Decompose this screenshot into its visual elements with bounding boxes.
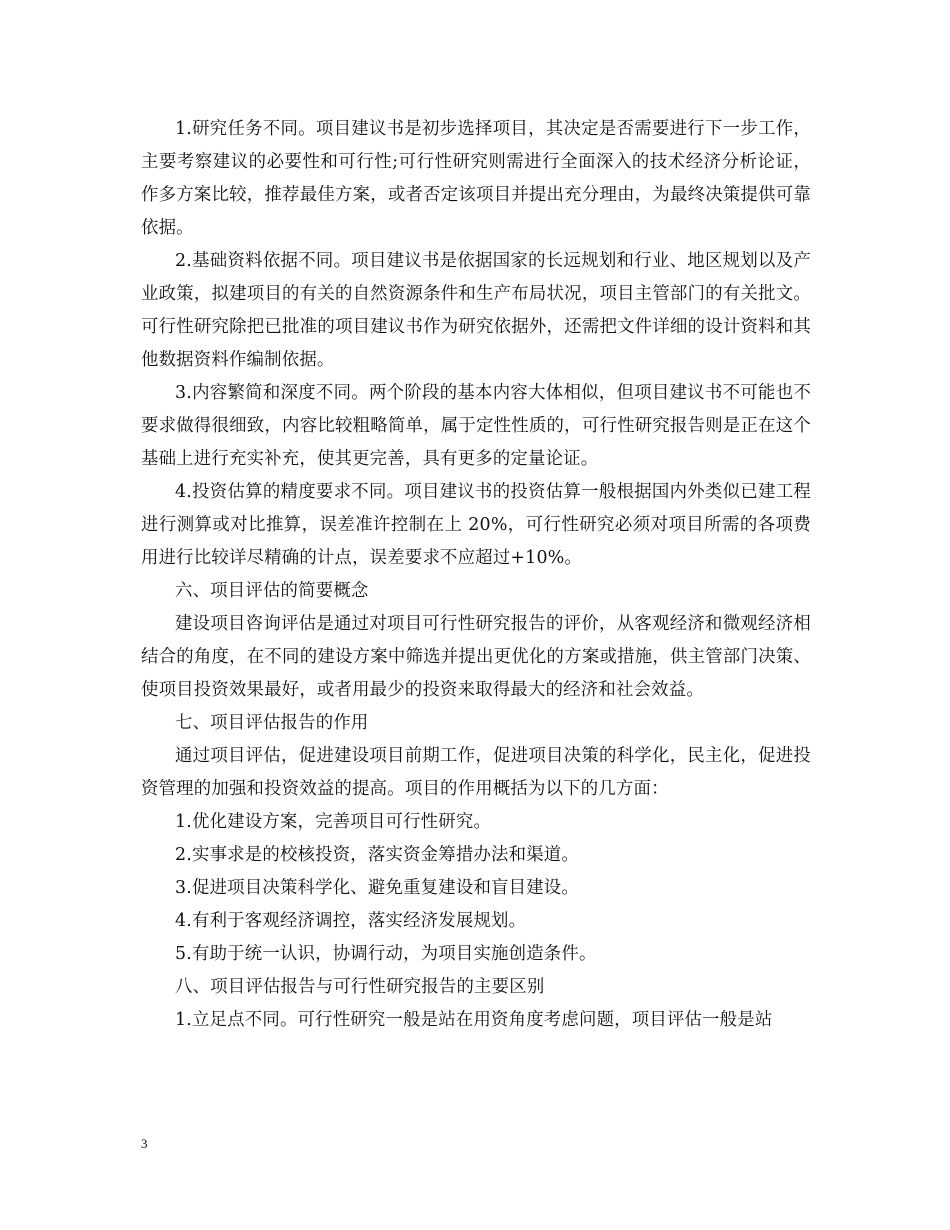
paragraph-standpoint-difference: 1.立足点不同。可行性研究一般是站在用资角度考虑问题，项目评估一般是站	[175, 1010, 773, 1030]
paragraph-investment-estimate-difference: 4.投资估算的精度要求不同。项目建议书的投资估算一般根据国内外类似已建工程进行测算或对比推算，误差准许控制在上 20%，可行性研究必须对项目所需的各项费用进行比较详尽精确的计点，误差要求不应超过+10%。	[141, 482, 811, 568]
list-item-optimize-plan: 1.优化建设方案，完善项目可行性研究。	[175, 812, 492, 832]
paragraph-evaluation-role-summary: 通过项目评估，促进建设项目前期工作，促进项目决策的科学化，民主化，促进投资管理的加强和投资效益的提高。项目的作用概括为以下的几方面：	[141, 746, 811, 799]
section-heading-main-differences: 八、项目评估报告与可行性研究报告的主要区别	[175, 977, 545, 997]
paragraph-basis-data-difference: 2.基础资料依据不同。项目建议书是依据国家的长远规划和行业、地区规划以及产业政策，拟建项目的有关的自然资源条件和生产布局状况，项目主管部门的有关批文。可行性研究除把已批准的项目建议书作为研究依据外，还需把文件详细的设计资料和其他数据资料作编制依据。	[141, 251, 811, 370]
page-number: 3	[141, 1136, 148, 1151]
section-heading-project-evaluation-concept: 六、项目评估的简要概念	[175, 581, 369, 601]
list-item-verify-investment: 2.实事求是的校核投资，落实资金筹措办法和渠道。	[175, 845, 579, 865]
paragraph-content-depth-difference: 3.内容繁简和深度不同。两个阶段的基本内容大体相似，但项目建议书不可能也不要求做得很细致，内容比较粗略简单，属于定性性质的，可行性研究报告则是正在这个基础上进行充实补充，使其更完善，具有更多的定量论证。	[141, 383, 811, 469]
document-body	[141, 113, 811, 1037]
section-heading-evaluation-report-role: 七、项目评估报告的作用	[175, 713, 369, 733]
paragraph-research-task-difference: 1.研究任务不同。项目建议书是初步选择项目，其决定是否需要进行下一步工作，主要考察建议的必要性和可行性;可行性研究则需进行全面深入的技术经济分析论证，作多方案比较，推荐最佳方案，或者否定该项目并提出充分理由，为最终决策提供可靠依据。	[141, 119, 811, 238]
paragraph-evaluation-concept: 建设项目咨询评估是通过对项目可行性研究报告的评价，从客观经济和微观经济相结合的角度，在不同的建设方案中筛选并提出更优化的方案或措施，供主管部门决策、使项目投资效果最好，或者用最少的投资来取得最大的经济和社会效益。	[141, 614, 811, 700]
list-item-economic-regulation: 4.有利于客观经济调控，落实经济发展规划。	[175, 911, 527, 931]
list-item-unified-understanding: 5.有助于统一认识，协调行动，为项目实施创造条件。	[175, 944, 597, 964]
list-item-scientific-decision: 3.促进项目决策科学化、避免重复建设和盲目建设。	[175, 878, 579, 898]
